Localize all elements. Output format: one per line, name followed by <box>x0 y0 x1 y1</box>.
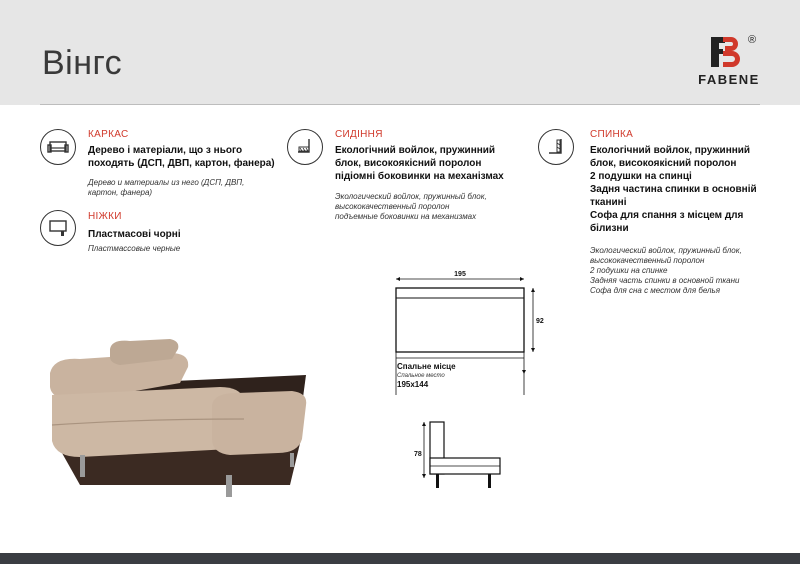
sleeping-area-label: Спальне місце <box>397 362 456 371</box>
header-divider <box>40 104 760 105</box>
legs-sub-text: Пластмассовые черные <box>88 244 181 253</box>
seat-main-text: Екологічний войлок, пружинний блок, високоякісний поролон підіомні боковинки на механізмах <box>335 145 504 182</box>
frame-main-text: Дерево і матеріали, що з нього походять (ДСП, ДВП, картон, фанера) <box>88 145 275 169</box>
sleeping-area-sub: Спальное место <box>397 373 445 379</box>
leg-icon <box>40 210 76 246</box>
sofa-photo <box>40 335 320 505</box>
backrest-main-text: Екологічний войлок, пружинний блок, високоякісний поролон 2 подушки на спинці Задня частина спинки в основній тканині Софа для спання з місцем для білизни <box>590 145 757 234</box>
height-dimension: 78 <box>414 451 422 458</box>
seat-label: СИДІННЯ <box>335 129 383 140</box>
frame-label: КАРКАС <box>88 129 129 140</box>
page-title: Вінгс <box>42 44 123 82</box>
brand-name: FABENE <box>698 72 760 87</box>
legs-main-text: Пластмасові чорні <box>88 229 181 240</box>
sleeping-area-size: 195х144 <box>397 380 429 389</box>
brand-logo <box>684 32 774 92</box>
legs-label: НІЖКИ <box>88 211 122 222</box>
backrest-icon <box>538 129 574 165</box>
registered-mark: ® <box>748 34 757 46</box>
backrest-label: СПИНКА <box>590 129 634 140</box>
fb-logo-icon <box>710 36 740 68</box>
width-dimension: 195 <box>454 271 466 278</box>
side-view-diagram <box>412 418 512 498</box>
seat-sub-text: Экологический войлок, пружинный блок, высококачественный поролон подъемные боковинки на механизмах <box>335 192 487 221</box>
depth-dimension: 92 <box>536 318 544 325</box>
frame-sub-text: Дерево и материалы из него (ДСП, ДВП, картон, фанера) <box>88 178 245 197</box>
backrest-sub-text: Экологический войлок, пружинный блок, высококачественный поролон 2 подушки на спинке Задняя часть спинки в основной ткани Софа для сна с местом для белья <box>590 246 742 295</box>
seat-icon <box>287 129 323 165</box>
footer-bar <box>0 553 800 564</box>
sofa-icon <box>40 129 76 165</box>
